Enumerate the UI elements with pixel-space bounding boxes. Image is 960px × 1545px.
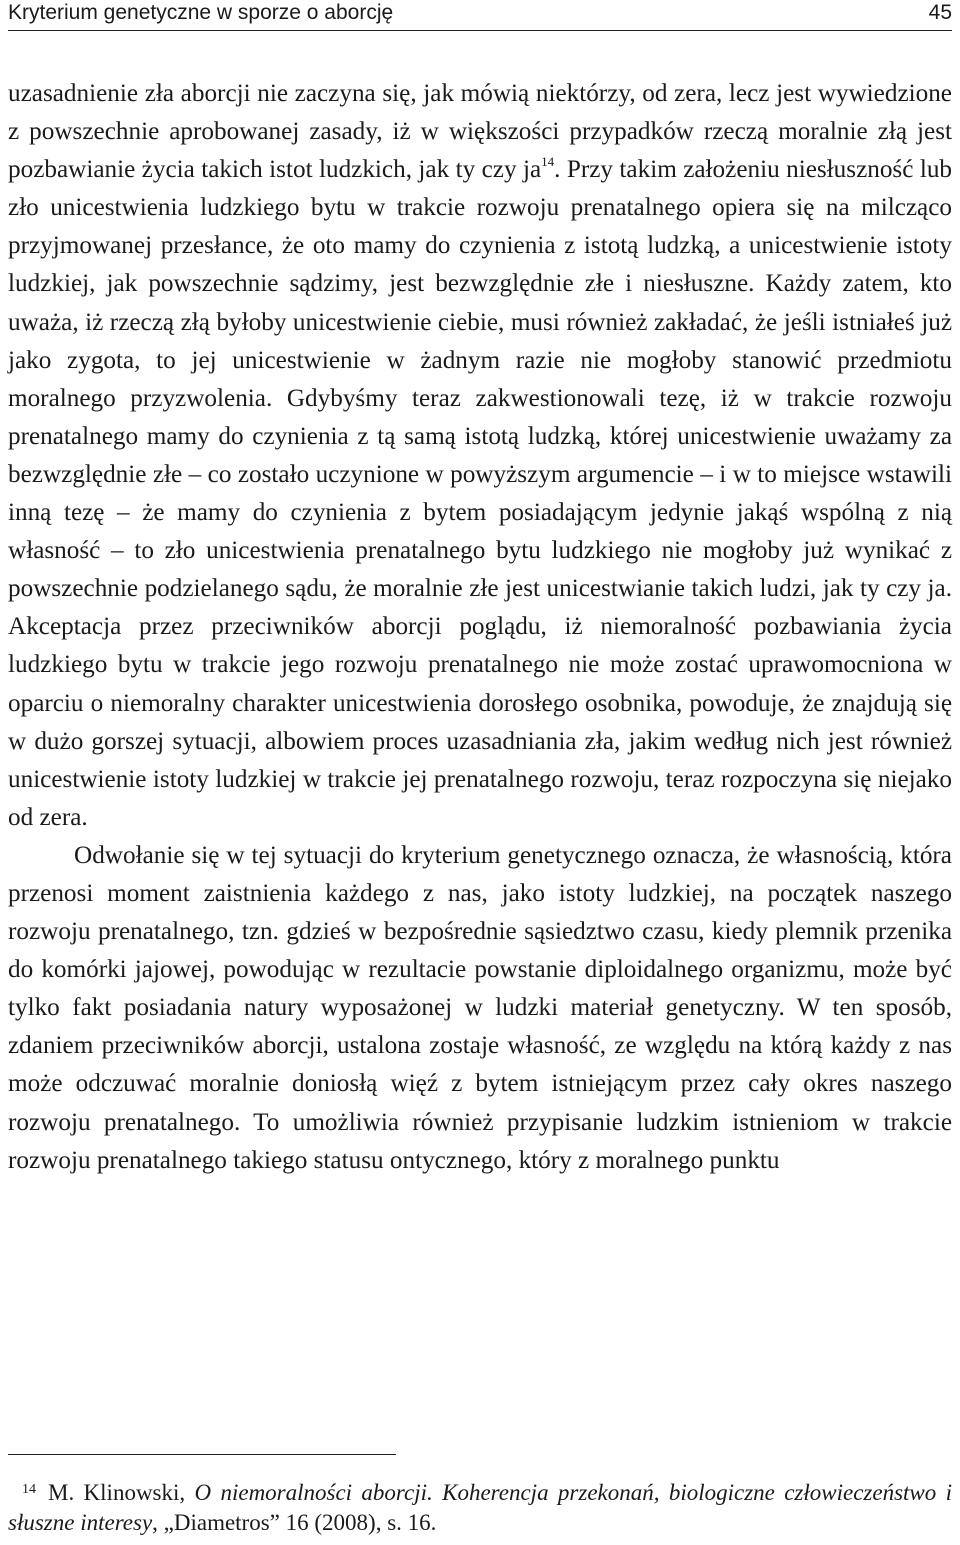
page-number: 45 bbox=[928, 1, 952, 24]
running-title: Kryterium genetyczne w sporze o aborcję bbox=[8, 1, 394, 24]
footnote-source: , „Diametros” 16 (2008), s. 16. bbox=[152, 1510, 437, 1535]
footnote: 14 M. Klinowski, O niemoralności aborcji. Koherencja przekonań, biologiczne człowieczeństwo i słuszne interesy, „Diametros” 16 (2008), s. 16. bbox=[8, 1480, 953, 1535]
paragraph-2: Odwołanie się w tej sytuacji do kryterium genetycznego oznacza, że własnością, która przenosi moment zaistnienia każdego z nas, jako istoty ludzkiej, na początek naszego rozwoju prenatalnego, tzn. gdzieś w bezpośrednie sąsiedztwo czasu, kiedy plemnik przenika do komórki jajowej, powodując w rezultacie powstanie diploidalnego organizmu, może być tylko fakt posiadania natury wyposażonej w ludzki materiał genetyczny. W ten sposób, zdaniem przeciwników aborcji, ustalona zostaje własność, ze względu na którą każdy z nas może odczuwać moralnie doniosłą więź z bytem istniejącym przez cały okres naszego rozwoju prenatalnego. To umożliwia również przypisanie ludzkim istnieniom w trakcie rozwoju prenatalnego takiego statusu ontycznego, który z moralnego punktu bbox=[8, 841, 952, 1174]
paragraph-1 bbox=[8, 75, 952, 837]
footnote-reference: 14 bbox=[541, 154, 555, 170]
paragraph-1-text-a: uzasadnienie zła aborcji nie zaczyna się, jak mówią niektórzy, od zera, lecz jest wywiedzione z powszechnie aprobowanej zasady, iż w większości przypadków rzeczą moralnie złą jest pozbawianie życia takich istot ludzkich, jak ty czy ja bbox=[8, 80, 952, 184]
running-head bbox=[8, 0, 952, 31]
paragraph-1-text-b: . Przy takim założeniu niesłuszność lub zło unicestwienia ludzkiego bytu w trakcie rozwoju prenatalnego opiera się na milcząco przyjmowanej przesłance, że oto mamy do czynienia z istotą ludzką, a unicestwienie istoty ludzkiej, jak powszechnie sądzimy, jest bezwzględnie złe i niesłuszne. Każdy zatem, kto uważa, iż rzeczą złą byłoby unicestwienie ciebie, musi również zakładać, że jeśli istniałeś już jako zygota, to jej unicestwienie w żadnym razie nie mogłoby stanowić przedmiotu moralnego przyzwolenia. Gdybyśmy teraz zakwestionowali tezę, iż w trakcie rozwoju prenatalnego mamy do czynienia z tą samą istotą ludzką, której unicestwienie uważamy za bezwzględnie złe – co zostało uczynione w powyższym argumencie – i w to miejsce wstawili inną tezę – że mamy do czynienia z bytem posiadającym jedynie jakąś wspólną z nią własność – to zło unicestwienia prenatalnego bytu ludzkiego nie mogłoby już wynikać z powszechnie podzielanego sądu, że moralnie złe jest unicestwianie takich ludzi, jak ty czy ja. Akceptacja przez przeciwników aborcji poglądu, iż niemoralność pozbawiania życia ludzkiego bytu w trakcie jego rozwoju prenatalnego nie może zostać uprawomocniona w oparciu o niemoralny charakter unicestwienia dorosłego osobnika, powoduje, że znajdują się w dużo gorszej sytuacji, albowiem proces uzasadniania zła, jakim według nich jest również unicestwienie istoty ludzkiej w trakcie jej prenatalnego rozwoju, teraz rozpoczyna się niejako od zera. bbox=[8, 156, 953, 831]
footnote-divider bbox=[8, 1454, 396, 1455]
footnote-title: O niemoralności aborcji. Koherencja przekonań, biologiczne człowieczeństwo i słuszne interesy bbox=[8, 1480, 953, 1535]
footnote-author: M. Klinowski, bbox=[48, 1480, 186, 1505]
main-text bbox=[8, 75, 952, 1180]
